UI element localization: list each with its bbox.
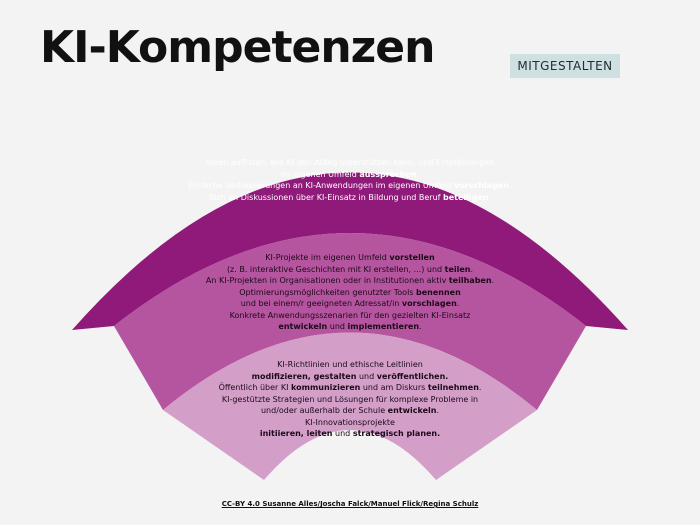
highlighted-verb: modifizieren, gestalten	[251, 371, 357, 381]
band-text-line	[150, 428, 550, 440]
highlighted-verb: teilnehmen	[427, 383, 479, 392]
band-text-line	[150, 275, 550, 287]
text-segment: und	[332, 429, 353, 438]
text-segment: .	[436, 406, 440, 415]
band-text-line	[150, 157, 550, 169]
highlighted-verb: vorstellen	[389, 253, 435, 262]
band-text-line	[150, 180, 550, 192]
band-text-line	[150, 382, 550, 394]
band-text-line	[150, 287, 550, 299]
text-segment: KI-Innovationsprojekte	[305, 417, 395, 427]
outer-band-text	[150, 157, 550, 203]
text-segment: und	[356, 371, 377, 381]
text-segment: (z. B. interaktive Geschichten mit KI erstellen, ...) und	[226, 264, 445, 274]
highlighted-verb: teilhaben	[448, 276, 492, 285]
highlighted-verb: entwickeln	[278, 322, 328, 331]
text-segment: und bei einem/r geeigneten Adressat/in	[240, 299, 402, 308]
band-text-line	[150, 169, 550, 181]
inner-band-text	[150, 359, 550, 440]
highlighted-verb: benennen	[416, 287, 461, 297]
band-text-line	[150, 264, 550, 276]
highlighted-verb: aussprechen	[359, 169, 417, 179]
text-segment: .	[470, 264, 474, 274]
band-text-line	[150, 192, 550, 204]
highlighted-verb: strategisch planen.	[352, 429, 441, 438]
text-segment: im eigenen Umfeld	[280, 169, 360, 179]
highlighted-verb: vorschlagen	[454, 181, 509, 190]
text-segment: An KI-Projekten in Organisationen oder in Institutionen aktiv	[205, 276, 449, 285]
band-text-line	[150, 394, 550, 406]
text-segment: .	[478, 383, 482, 392]
band-text-line	[150, 359, 550, 371]
level-badge: MITGESTALTEN	[510, 54, 620, 78]
text-segment: KI-gestützte Strategien und Lösungen für komplexe Probleme in	[221, 394, 479, 404]
text-segment: .	[416, 169, 420, 179]
page-title: KI-Kompetenzen	[40, 22, 435, 73]
highlighted-verb: entwickeln	[387, 406, 437, 415]
text-segment: Konkrete Anwendungsszenarien für den gezielten KI-Einsatz	[229, 310, 471, 320]
text-segment: .	[491, 276, 495, 285]
band-text-line	[150, 310, 550, 322]
middle-band-text	[150, 252, 550, 333]
text-segment: und/oder außerhalb der Schule	[260, 406, 388, 415]
band-text-line	[150, 417, 550, 429]
text-segment: Optimierungsmöglichkeiten genutzter Tools	[239, 287, 416, 297]
text-segment: Einfache Verbesserungen an KI-Anwendungen im eigenen Umfeld	[188, 181, 455, 190]
band-text-line	[150, 298, 550, 310]
text-segment: Öffentlich über KI	[218, 383, 292, 392]
text-segment: .	[419, 322, 422, 331]
text-segment: .	[508, 181, 512, 190]
highlighted-verb: initiieren, leiten	[259, 429, 333, 438]
text-segment: .	[456, 299, 460, 308]
text-segment: KI-Projekte im eigenen Umfeld	[265, 253, 390, 262]
highlighted-verb: kommunizieren	[291, 383, 361, 392]
license-credit: CC-BY 4.0 Susanne Alles/Joscha Falck/Manuel Flick/Regina Schulz	[221, 500, 479, 508]
text-segment: KI-Richtlinien und ethische Leitlinien	[277, 360, 423, 369]
highlighted-verb: vorschlagen	[401, 299, 457, 308]
text-segment: .	[488, 192, 492, 202]
highlighted-verb: implementieren	[347, 322, 420, 331]
band-text-line	[150, 321, 550, 333]
text-segment: Sich an Diskussionen über KI-Einsatz in Bildung und Beruf	[208, 192, 444, 202]
text-segment: und	[327, 322, 348, 331]
band-text-line	[150, 405, 550, 417]
highlighted-verb: teilen	[444, 264, 471, 274]
highlighted-verb: beteiligen	[443, 192, 489, 202]
text-segment: und am Diskurs	[360, 383, 428, 392]
band-text-line	[150, 371, 550, 383]
band-text-line	[150, 252, 550, 264]
highlighted-verb: veröffentlichen.	[376, 371, 449, 381]
text-segment: Ideen auflisten, wie KI den Alltag unterstützen kann, und Empfehlungen	[205, 158, 495, 167]
